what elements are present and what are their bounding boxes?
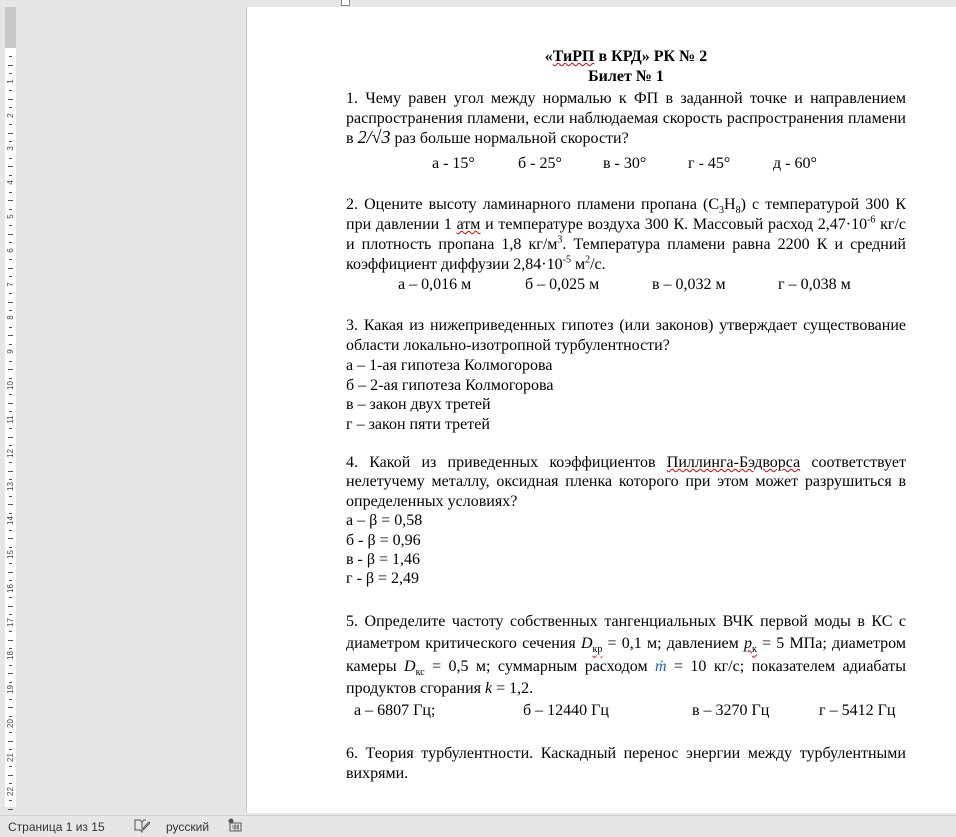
ruler-number: 1 <box>6 79 15 84</box>
ruler-tick <box>9 124 12 125</box>
q2-answer: б – 0,025 м <box>525 276 600 293</box>
doc-subtitle: Билет № 1 <box>588 68 664 85</box>
ruler-tick <box>9 225 12 226</box>
ruler-tick <box>9 783 12 784</box>
ruler-tick <box>9 530 12 531</box>
ruler-number: 22 <box>6 786 15 796</box>
ruler-number: 20 <box>6 719 15 728</box>
question-2: 2. Оцените высоту ламинарного пламени пропана $(C_3H_8)$ с температурой 300 К при давлении 1 атм и температуре воздуха 300 К. Массовый расход $2,47\cdot 10^{-6}$ кг/с и плотность пропана 1,8 $кг/м^3$. Температура пламени равна 2200 К и средний коэффициент диффузии $2,84\cdot 10^{-5}$ $м^2/с$. <box>346 196 907 273</box>
ruler-tick <box>9 766 12 767</box>
ruler-number: 15 <box>6 550 15 559</box>
ruler-tick <box>8 504 13 505</box>
doc-title: «ТиРП в КРД» РК № 2 <box>544 48 708 65</box>
ruler-tick <box>8 133 13 134</box>
q3-answer: г – закон пяти третей <box>346 415 490 433</box>
ruler-number: 3 <box>6 146 15 152</box>
q1-answer: г - 45° <box>688 155 731 172</box>
status-bar <box>0 815 956 837</box>
ruler-number: 10 <box>6 381 15 390</box>
ruler-number: 18 <box>6 651 15 661</box>
q5-answer: б – 12440 Гц <box>523 701 609 719</box>
q5-answer: а – 6807 Гц; <box>354 701 436 719</box>
ruler-number: 7 <box>6 281 15 287</box>
ruler-tick <box>8 741 13 742</box>
ruler-tick <box>8 403 13 404</box>
ruler-tick <box>9 411 12 412</box>
ruler-tick <box>9 378 12 379</box>
language-indicator[interactable]: русский <box>166 820 210 834</box>
ruler-tick <box>9 479 12 480</box>
ruler-tick <box>9 631 12 632</box>
q4-answer: б - β = 0,96 <box>346 531 421 549</box>
q5-answer: в – 3270 Гц <box>692 701 770 719</box>
question-4: 4. Какой из приведенных коэффициентов Пиллинга-Бэдворса соответствует нелетучему металлу, оксидная пленка которого при этом может разрушиться в определенных условиях? а – β = 0,58 б - β = 0,96 в - β = 1,46 г - β = 2,49 <box>346 454 906 588</box>
ruler-tick <box>8 471 13 472</box>
ruler-tick <box>9 513 12 514</box>
horizontal-ruler-marker[interactable] <box>341 0 350 6</box>
ruler-tick <box>9 462 12 463</box>
ruler-tick <box>8 809 13 810</box>
q4-answer: в - β = 1,46 <box>346 551 421 569</box>
q2-answer: г – 0,038 м <box>778 276 851 293</box>
ruler-tick <box>9 547 12 548</box>
ruler-number: 14 <box>6 516 15 526</box>
q2-answers <box>346 275 906 295</box>
q3-answer: в – закон двух третей <box>346 396 491 413</box>
ruler-tick <box>9 259 12 260</box>
q5-answer: г – 5412 Гц <box>819 701 896 719</box>
ruler-tick <box>9 580 12 581</box>
ruler-tick <box>8 268 13 269</box>
ruler-tick <box>9 276 12 277</box>
ruler-tick <box>8 775 13 776</box>
ruler-tick <box>9 56 12 57</box>
page-count[interactable]: Страница 1 из 15 <box>8 820 105 834</box>
ruler-number: 4 <box>6 180 15 185</box>
ruler-tick <box>8 437 13 438</box>
ruler-tick <box>9 73 12 74</box>
ruler-tick <box>8 166 13 167</box>
ruler-tick <box>9 310 12 311</box>
ruler-tick <box>8 640 13 641</box>
ruler-tick <box>9 496 12 497</box>
ruler-number: 9 <box>6 349 15 354</box>
ruler-tick <box>9 614 12 615</box>
ruler-tick <box>9 732 12 733</box>
ruler-number: 21 <box>6 752 15 762</box>
ruler-tick <box>8 335 13 336</box>
ruler-tick <box>9 293 12 294</box>
q2-answer: а – 0,016 м <box>398 276 472 293</box>
ruler-tick <box>8 302 13 303</box>
ruler-tick <box>9 242 12 243</box>
q1-answers <box>346 154 906 174</box>
q5-answers <box>346 701 906 721</box>
q1-answer: д - 60° <box>773 155 817 172</box>
q1-answer: б - 25° <box>518 155 562 172</box>
ruler-tick <box>8 673 13 674</box>
q3-answer: а – 1-ая гипотеза Колмогорова <box>346 357 553 374</box>
ruler-tick <box>9 192 12 193</box>
ruler-number: 12 <box>6 448 15 458</box>
q1-answer: в - 30° <box>603 155 647 172</box>
ruler-tick <box>9 361 12 362</box>
book-check-icon[interactable] <box>134 818 150 836</box>
question-6: 6. Теория турбулентности. Каскадный перенос энергии между турбулентными вихрями. <box>346 744 906 782</box>
q4-answer: г - β = 2,49 <box>346 570 420 588</box>
question-1: 1. Чему равен угол между нормалью к ФП в заданной точке и направлением распространения пламени, если наблюдаемая скорость распространения пламени в 2/√3 раз больше нормальной скорости? <box>346 90 906 147</box>
ruler-tick <box>8 707 13 708</box>
q4-answer: а – β = 0,58 <box>346 512 423 530</box>
ruler-number: 17 <box>6 617 15 627</box>
ruler-tick <box>8 538 13 539</box>
ruler-tick <box>8 65 13 66</box>
ruler-tick <box>9 563 12 564</box>
ruler-tick <box>9 394 12 395</box>
ruler-tick <box>9 428 12 429</box>
ruler-number: 2 <box>6 112 15 118</box>
ruler-number: 5 <box>6 214 15 219</box>
ruler-tick <box>9 648 12 649</box>
ruler-tick <box>8 99 13 100</box>
ruler-tick <box>8 369 13 370</box>
ruler-margin <box>5 7 16 48</box>
macro-icon[interactable] <box>228 818 242 835</box>
ruler-tick <box>9 209 12 210</box>
ruler-tick <box>9 327 12 328</box>
ruler-tick <box>9 665 12 666</box>
ruler-tick <box>9 716 12 717</box>
ruler-tick <box>8 572 13 573</box>
ruler-tick <box>9 175 12 176</box>
ruler-tick <box>9 682 12 683</box>
ruler-tick <box>9 800 12 801</box>
ruler-number: 8 <box>6 315 15 321</box>
ruler-tick <box>9 90 12 91</box>
ruler-tick <box>9 158 12 159</box>
vertical-ruler[interactable] <box>5 7 16 807</box>
ruler-tick <box>9 597 12 598</box>
ruler-number: 13 <box>6 482 15 492</box>
question-5: 5. Определите частоту собственных тангенциальных ВЧК первой моды в КС с диаметром критического сечения $D_{кр} = 0,1$ м; давлением $p_к = 5$ МПа; диаметром камеры $D_{кс} = 0,5$ м; суммарным расходом ṁ = 10 кг/с; показателем адиабаты продуктов сгорания k = 1,2. <box>346 612 907 698</box>
ruler-tick <box>9 107 12 108</box>
question-3: 3. Какая из нижеприведенных гипотез (или законов) утверждает существование области локально-изотропной турбулентности? а – 1-ая гипотеза Колмогорова б – 2-ая гипотеза Колмогорова в – закон двух третей г – закон пяти третей <box>346 317 906 433</box>
ruler-number: 16 <box>6 583 15 593</box>
ruler-number: 6 <box>6 248 15 253</box>
ruler-number: 11 <box>6 415 15 424</box>
ruler-tick <box>9 749 12 750</box>
ruler-tick <box>8 200 13 201</box>
ruler-tick <box>8 234 13 235</box>
ruler-tick <box>9 699 12 700</box>
q2-answer: в – 0,032 м <box>652 276 726 293</box>
ruler-number: 19 <box>6 685 15 695</box>
ruler-tick <box>9 141 12 142</box>
q1-answer: а - 15° <box>432 155 475 172</box>
ruler-tick <box>8 606 13 607</box>
ruler-tick <box>9 344 12 345</box>
ruler-tick <box>9 445 12 446</box>
q3-answer: б – 2-ая гипотеза Колмогорова <box>346 376 554 394</box>
document-body <box>346 47 906 784</box>
